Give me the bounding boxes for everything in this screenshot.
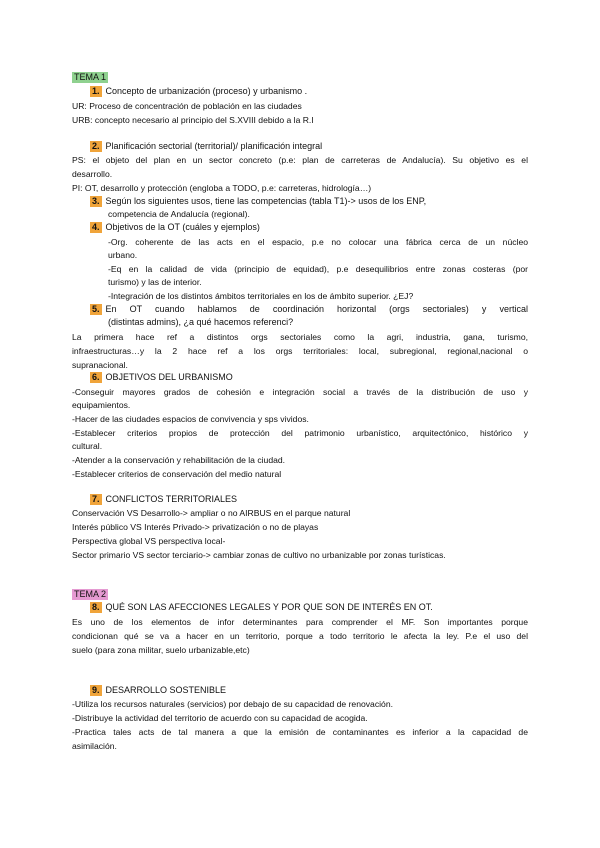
section-8-line: condicionan qué se va a hacer en un territorio, porque a todo territorio le afecta la ley. P.e el uso del: [72, 631, 528, 641]
tema-1-label: TEMA 1: [74, 72, 107, 82]
tema-2-label: TEMA 2: [74, 589, 107, 599]
section-4-title: Objetivos de la OT (cuáles y ejemplos): [105, 222, 260, 232]
section-6-line: -Hacer de las ciudades espacios de convivencia y sps vividos.: [72, 414, 309, 424]
section-4-heading: [90, 222, 546, 233]
section-2-heading: [90, 141, 546, 152]
section-9-title: DESARROLLO SOSTENIBLE: [105, 685, 227, 695]
section-2-line: PI: OT, desarrollo y protección (engloba a TODO, p.e: carreteras, hidrología…): [72, 183, 372, 193]
section-9-line: -Distribuye la actividad del territorio de acuerdo con su capacidad de acogida.: [72, 713, 368, 723]
section-3-continuation: competencia de Andalucía (regional).: [108, 209, 250, 219]
section-1-title: Concepto de urbanización (proceso) y urbanismo .: [105, 86, 308, 96]
section-8-title: QUÉ SON LAS AFECCIONES LEGALES Y POR QUE SON DE INTERÉS EN OT.: [105, 602, 433, 612]
section-9-heading: [90, 685, 546, 696]
section-number: 8.: [92, 602, 100, 612]
section-3-title: Según los siguientes usos, tiene las competencias (tabla T1)-> usos de los ENP,: [105, 196, 427, 206]
section-5-line: supranacional.: [72, 360, 128, 370]
section-6-line: -Conseguir mayores grados de cohesión e integración social a través de la distribución de uso y: [72, 387, 528, 397]
section-7-line: Perspectiva global VS perspectiva local-: [72, 536, 226, 546]
section-9-line: asimilación.: [72, 741, 117, 751]
section-6-line: equipamientos.: [72, 400, 131, 410]
section-1-line: URB: concepto necesario al principio del S.XVIII debido a la R.I: [72, 115, 314, 125]
section-4-line: turismo) y las de interior.: [108, 277, 202, 287]
section-5-title: En OT cuando hablamos de coordinación horizontal (orgs sectoriales) y vertical: [105, 304, 528, 314]
section-6-title: OBJETIVOS DEL URBANISMO: [105, 372, 233, 382]
section-3-heading: [90, 196, 528, 207]
section-number: 5.: [92, 304, 100, 314]
section-6-line: -Establecer criterios propios de protección del patrimonio urbanístico, arquitectónico, histórico y: [72, 428, 528, 438]
section-7-title: CONFLICTOS TERRITORIALES: [105, 494, 238, 504]
section-1-line: UR: Proceso de concentración de población en las ciudades: [72, 101, 302, 111]
section-number: 9.: [92, 685, 100, 695]
section-number: 3.: [92, 196, 100, 206]
section-4-line: -Integración de los distintos ámbitos territoriales en los de ámbito superior. ¿EJ?: [108, 291, 414, 301]
tema-1-heading: [72, 72, 528, 83]
section-4-line: -Eq en la calidad de vida (principio de equidad), p.e desequilibrios entre zonas costeras (por: [108, 264, 528, 274]
section-number: 1.: [92, 86, 100, 96]
section-4-line: urbano.: [108, 250, 138, 260]
section-number: 2.: [92, 141, 100, 151]
section-7-line: Sector primario VS sector terciario-> cambiar zonas de cultivo no urbanizable por zonas turísticas.: [72, 550, 446, 560]
section-7-line: Conservación VS Desarrollo-> ampliar o no AIRBUS en el parque natural: [72, 508, 351, 518]
tema-2-heading: [72, 589, 528, 600]
section-7-line: Interés público VS Interés Privado-> privatización o no de playas: [72, 522, 319, 532]
section-6-line: cultural.: [72, 441, 103, 451]
section-5-line: infraestructuras…y la 2 hace ref a los orgs territoriales: local, subregional, regional,nacional o: [72, 346, 528, 356]
section-2-title: Planificación sectorial (territorial)/ planificación integral: [105, 141, 323, 151]
section-5-line: La primera hace ref a distintos orgs sectoriales como la agri, industria, gana, turismo,: [72, 332, 528, 342]
section-5-continuation: (distintas admins), ¿a qué hacemos referenci?: [108, 317, 294, 327]
section-6-heading: [90, 372, 546, 383]
section-8-heading: [90, 602, 546, 613]
section-number: 4.: [92, 222, 100, 232]
section-8-line: suelo (para zona militar, suelo urbanizable,etc): [72, 645, 250, 655]
section-2-line: desarrollo.: [72, 169, 113, 179]
section-6-line: -Atender a la conservación y rehabilitación de la ciudad.: [72, 455, 286, 465]
section-2-line: PS: el objeto del plan en un sector concreto (p.e: plan de carreteras de Andalucía). Su objetivo es el: [72, 155, 528, 165]
section-5-heading: [90, 304, 528, 315]
section-6-line: -Establecer criterios de conservación del medio natural: [72, 469, 282, 479]
section-1-heading: [90, 86, 546, 97]
section-number: 7.: [92, 494, 100, 504]
section-4-line: -Org. coherente de las acts en el espacio, p.e no colocar una fábrica cerca de un núcleo: [108, 237, 528, 247]
section-7-heading: [90, 494, 546, 505]
section-9-line: -Practica tales acts de tal manera a que la emisión de contaminantes es inferior a la capacidad de: [72, 727, 528, 737]
section-8-line: Es uno de los elementos de infor determinantes para comprender el MF. Son importantes porque: [72, 617, 528, 627]
section-number: 6.: [92, 372, 100, 382]
section-9-line: -Utiliza los recursos naturales (servicios) por debajo de su capacidad de renovación.: [72, 699, 393, 709]
